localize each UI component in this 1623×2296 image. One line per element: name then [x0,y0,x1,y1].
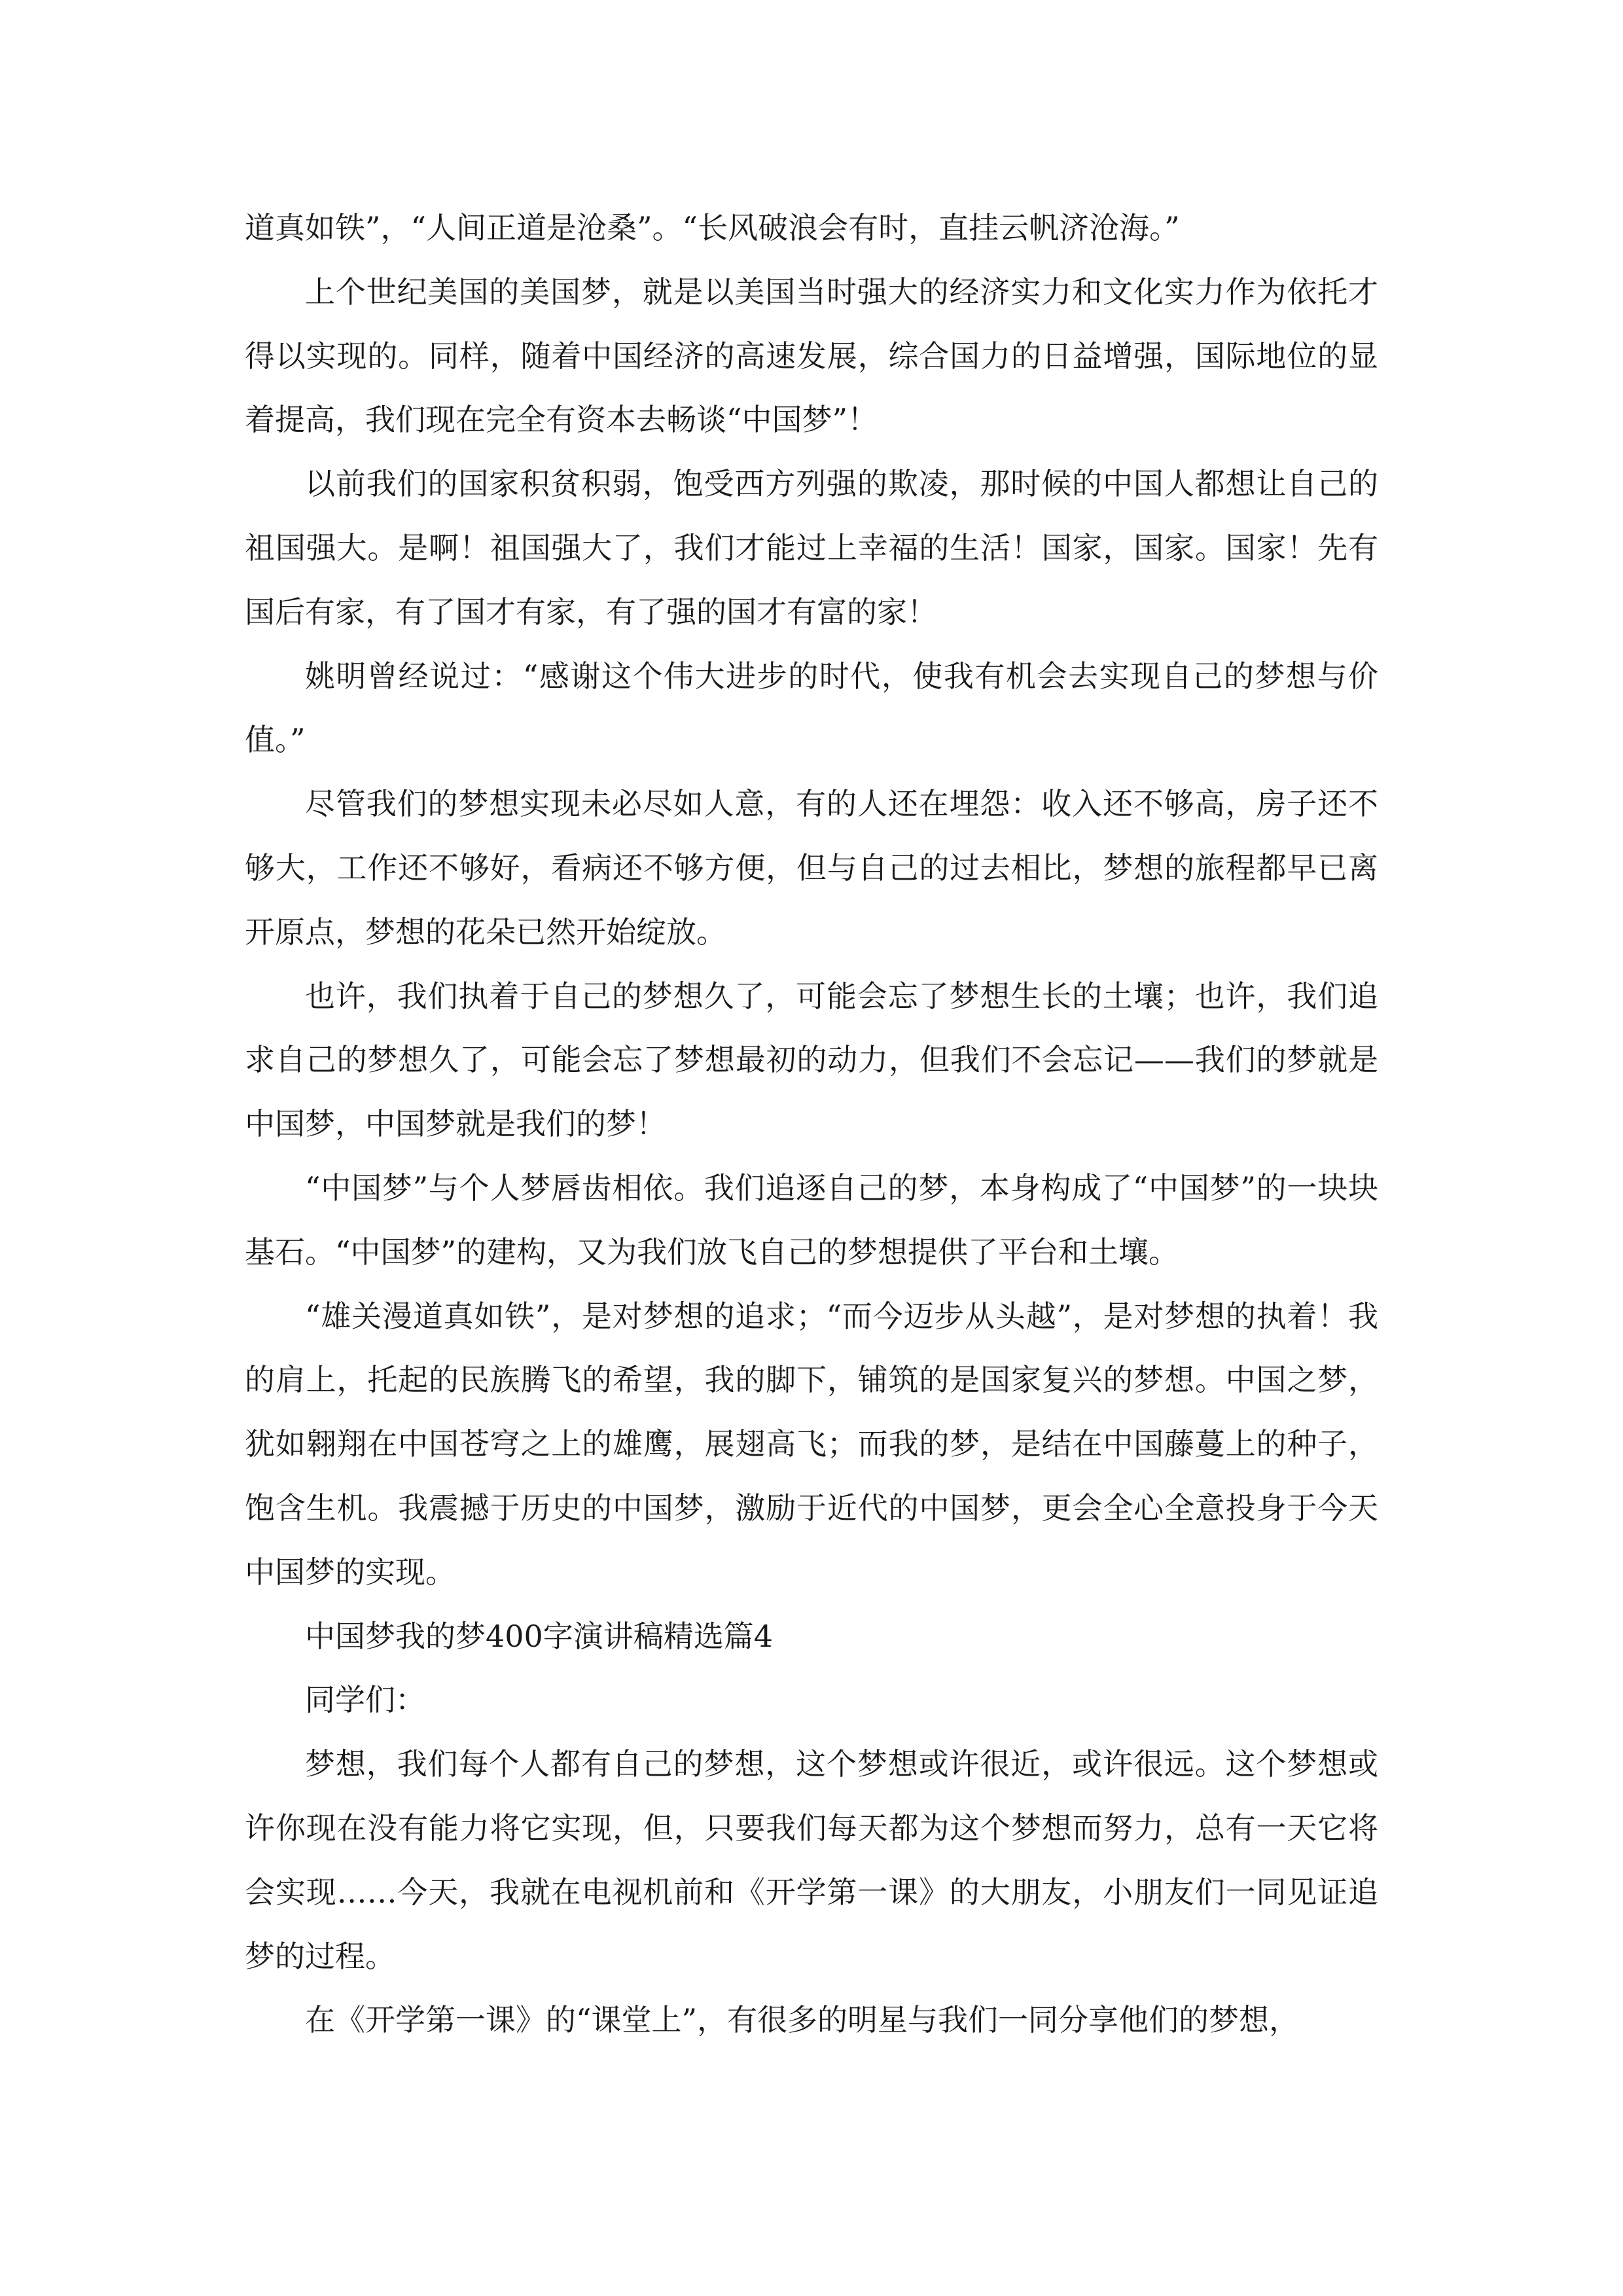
paragraph-2: 上个世纪美国的美国梦，就是以美国当时强大的经济实力和文化实力作为依托才得以实现的。同样，随着中国经济的高速发展，综合国力的日益增强，国际地位的显着提高，我们现在完全有资本去畅谈“中国梦”！ [245,274,1378,438]
paragraph-3: 以前我们的国家积贫积弱，饱受西方列强的欺凌，那时候的中国人都想让自己的祖国强大。是啊！祖国强大了，我们才能过上幸福的生活！国家，国家。国家！先有国后有家，有了国才有家，有了强的国才有富的家！ [245,466,1378,630]
paragraph-11: 梦想，我们每个人都有自己的梦想，这个梦想或许很近，或许很远。这个梦想或许你现在没有能力将它实现，但，只要我们每天都为这个梦想而努力，总有一天它将会实现……今天，我就在电视机前和《开学第一课》的大朋友，小朋友们一同见证追梦的过程。 [245,1746,1378,1974]
paragraph-8: “雄关漫道真如铁”，是对梦想的追求；“而今迈步从头越”，是对梦想的执着！我的肩上，托起的民族腾飞的希望，我的脚下，铺筑的是国家复兴的梦想。中国之梦，犹如翱翔在中国苍穹之上的雄鹰，展翅高飞；而我的梦，是结在中国藤蔓上的种子，饱含生机。我震撼于历史的中国梦，激励于近代的中国梦，更会全心全意投身于今天中国梦的实现。 [245,1298,1378,1590]
section-heading: 中国梦我的梦400字演讲稿精选篇4 [305,1618,774,1654]
document-page [245,196,1378,2053]
paragraph-4: 姚明曾经说过：“感谢这个伟大进步的时代，使我有机会去实现自己的梦想与价值。” [245,658,1378,758]
paragraph-12: 在《开学第一课》的“课堂上”，有很多的明星与我们一同分享他们的梦想， [305,2002,1300,2038]
paragraph-1: 道真如铁”，“人间正道是沧桑”。“长风破浪会有时，直挂云帆济沧海。” [245,210,1180,245]
paragraph-7: “中国梦”与个人梦唇齿相依。我们追逐自己的梦，本身构成了“中国梦”的一块块基石。“中国梦”的建构，又为我们放飞自己的梦想提供了平台和土壤。 [245,1170,1378,1270]
paragraph-5: 尽管我们的梦想实现未必尽如人意，有的人还在埋怨：收入还不够高，房子还不够大，工作还不够好，看病还不够方便，但与自己的过去相比，梦想的旅程都早已离开原点，梦想的花朵已然开始绽放。 [245,786,1378,950]
paragraph-6: 也许，我们执着于自己的梦想久了，可能会忘了梦想生长的土壤；也许，我们追求自己的梦想久了，可能会忘了梦想最初的动力，但我们不会忘记——我们的梦就是中国梦，中国梦就是我们的梦！ [245,978,1378,1142]
salutation: 同学们： [305,1682,425,1718]
